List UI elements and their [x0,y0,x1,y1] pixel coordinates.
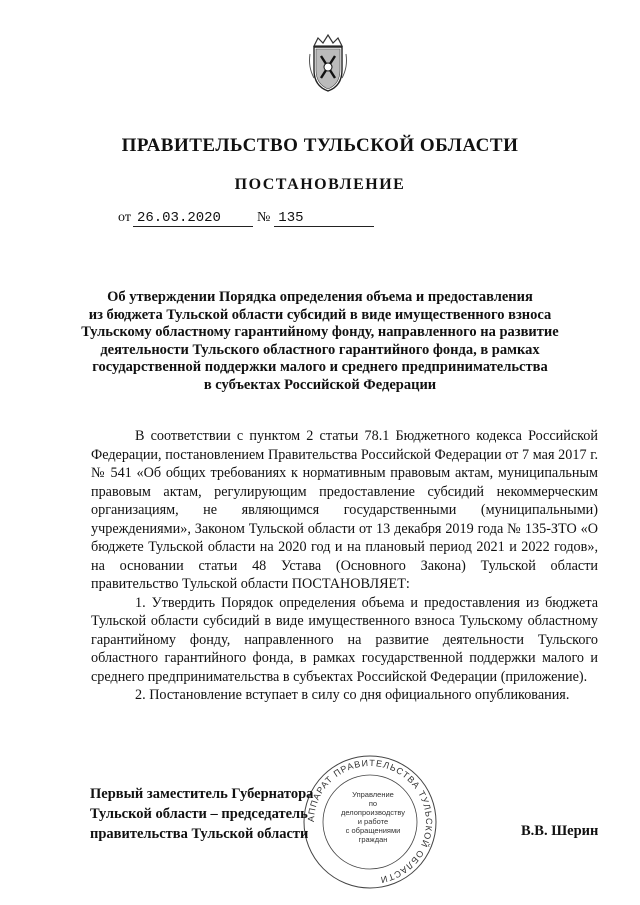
government-title: ПРАВИТЕЛЬСТВО ТУЛЬСКОЙ ОБЛАСТИ [121,135,519,156]
stamp-line: с обращениями [345,826,401,835]
subject-line: из бюджета Тульской области субсидий в виде имущественного взноса [88,306,552,323]
signer-position-line: Первый заместитель Губернатора [90,786,314,802]
subject-line: деятельности Тульского областного гарантийного фонда, в рамках [100,341,540,358]
document-number: 135 [274,210,374,227]
signer-position-line: правительства Тульской области [90,826,309,842]
document-type: ПОСТАНОВЛЕНИЕ [234,176,406,193]
stamp-line: по делопроизводству [341,799,405,817]
stamp-line: и работе [357,817,389,826]
document-date: 26.03.2020 [133,210,253,227]
subject-line: в субъектах Российской Федерации [203,376,437,393]
signer-name: В.В. Шерин [521,823,599,839]
stamp-ring-text: АППАРАТ ПРАВИТЕЛЬСТВА ТУЛЬСКОЙ ОБЛАСТИ [305,757,435,886]
stamp-line: Управление [352,790,394,799]
signer-position-line: Тульской области – председатель [90,806,308,822]
stamp-line: граждан [358,835,388,844]
clause-2-paragraph: 2. Постановление вступает в силу со дня официального опубликования. [135,687,570,703]
subject-line: Тульскому областному гарантийному фонду, направленного на развитие [81,324,559,341]
number-prefix: № [256,210,271,225]
preamble-paragraph: В соответствии с пунктом 2 статьи 78.1 Бюджетного кодекса Российской Федерации, постановлением Правительства Российской Федерации от 7 мая 2017 г. № 541 «Об общих требованиях к нормативным правовым актам, муниципальным правовым актам, регулирующим предоставление субсидий некоммерческим организациям, не являющимся государственными (муниципальными) учреждениями», Законом Тульской области от 13 декабря 2019 года № 135-ЗТО «О бюджете Тульской области на 2020 год и на плановый период 2021 и 2022 годов», на основании статьи 48 Устава (Основного Закона) Тульской области правительство Тульской области ПОСТАНОВЛЯЕТ: [91,428,598,592]
clause-1-paragraph: 1. Утвердить Порядок определения объема и предоставления из бюджета Тульской области субсидий в виде имущественного взноса Тульскому областному гарантийному фонду, направленного на развитие деятельности Тульского областного гарантийного фонда, в рамках государственной поддержки малого и среднего предпринимательства в субъектах Российской Федерации (приложение). [91,594,598,685]
date-prefix: от [118,210,131,225]
subject-line: Об утверждении Порядка определения объема и предоставления [107,289,533,305]
tula-coat-of-arms-icon [306,32,350,94]
subject-line: государственной поддержки малого и среднего предпринимательства [92,359,548,376]
signer-position [90,784,313,844]
stamp-center-text [340,790,406,844]
date-number-line [118,210,374,227]
document-subject [80,289,560,395]
document-body [91,427,598,705]
